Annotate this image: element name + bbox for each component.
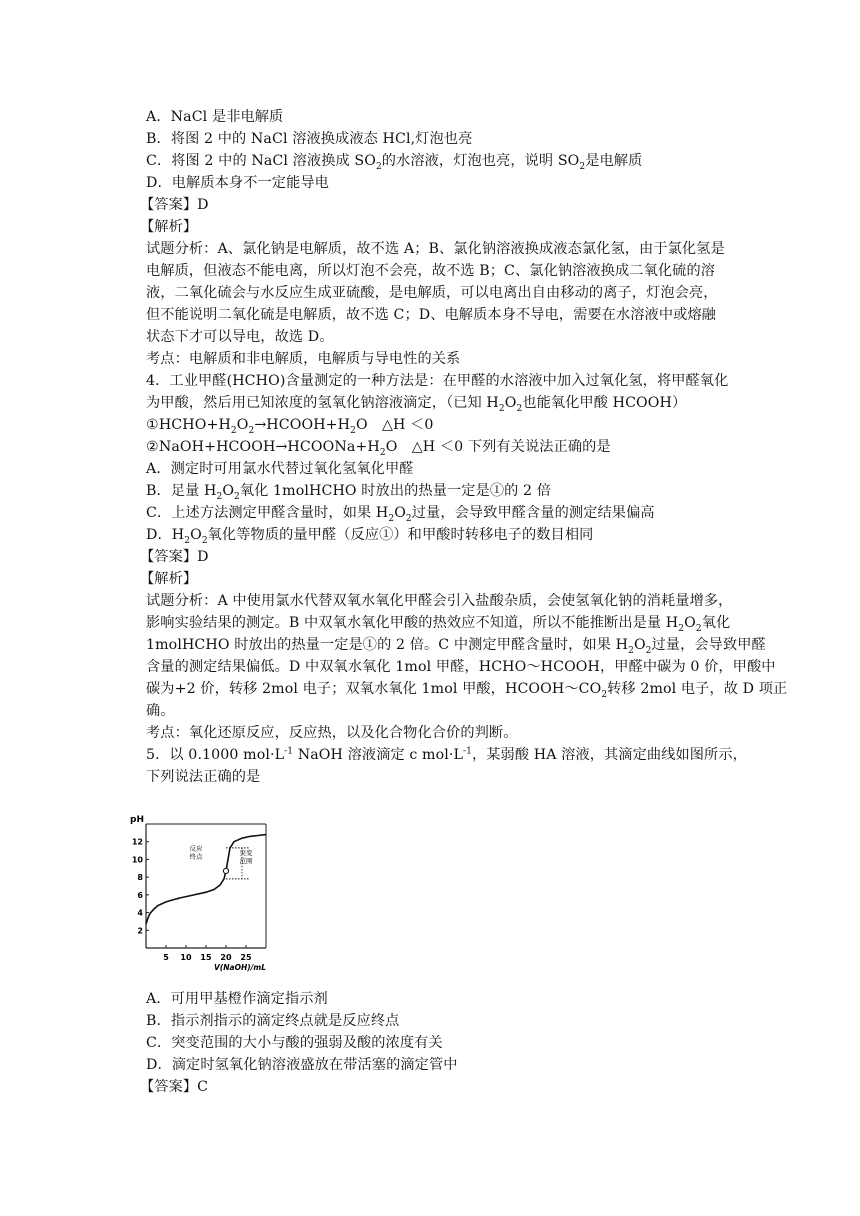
annotation-jump-line1: 突变	[239, 849, 253, 857]
x-axis-label: V(NaOH)/mL	[214, 963, 266, 972]
endpoint-marker	[223, 868, 228, 873]
q4-analysis-title: 【解析】	[140, 571, 198, 587]
q4-stem-line: 为甲酸，然后用已知浓度的氢氧化钠溶液滴定，（已知 $H_2O_2$也能氧化甲酸 HCOOH）	[146, 395, 687, 414]
q3-option-c: C．将图 2 中的 NaCl 溶液换成 $SO_2$的水溶液，灯泡也亮，说明 $SO_2$是电解质	[146, 153, 643, 172]
q5-stem-line: 下列说法正确的是	[146, 769, 261, 785]
y-tick-label: 6	[137, 890, 143, 900]
q4-analysis-line: 确。	[146, 703, 175, 719]
q3-option-d: D．电解质本身不一定能导电	[146, 175, 329, 191]
q4-equation-2: $②NaOH+HCOOH\to HCOONa+H_2O$ △H ＜0 下列有关说法正确的是	[146, 439, 611, 458]
annotation-jump-line2: 范围	[239, 857, 253, 865]
q5-stem-line: 5．以 0.1000 $mol\cdot L^{-1}$ NaOH 溶液滴定 c $mol\cdot L^{-1}$，某弱酸 HA 溶液，其滴定曲线如图所示，	[146, 746, 747, 763]
x-tick-label: 5	[163, 953, 169, 962]
q5-option-b: B．指示剂指示的滴定终点就是反应终点	[146, 1013, 400, 1029]
q5-answer: 【答案】C	[140, 1079, 209, 1095]
q3-analysis-line: 试题分析：A、氯化钠是电解质，故不选 A；B、氯化钠溶液换成液态氯化氢，由于氯化氢是	[146, 241, 725, 257]
q3-option-a: A．NaCl 是非电解质	[146, 109, 284, 125]
annotation-endpoint-line1: 反应	[189, 844, 203, 853]
x-tick-label: 15	[200, 953, 212, 962]
q4-option-c: C．上述方法测定甲醛含量时，如果 $H_2O_2$过量，会导致甲醛含量的测定结果偏高	[146, 505, 655, 524]
y-tick-label: 2	[137, 926, 143, 936]
q4-answer: 【答案】D	[140, 549, 209, 565]
q4-analysis-line: 影响实验结果的测定。B 中双氧水氧化甲酸的热效应不知道，所以不能推断出是量 $H_2O_2$氧化	[146, 615, 731, 634]
q4-analysis-line: 1molHCHO 时放出的热量一定是①的 2 倍。C 中测定甲醛含量时，如果 $H_2O_2$过量，会导致甲醛	[146, 637, 766, 656]
q3-answer: 【答案】D	[140, 197, 209, 213]
y-axis-label: pH	[130, 815, 144, 825]
q3-analysis-line: 电解质，但液态不能电离，所以灯泡不会亮，故不选 B；C、氯化钠溶液换成二氧化硫的溶	[146, 263, 716, 279]
q5-option-d: D．滴定时氢氧化钠溶液盛放在带活塞的滴定管中	[146, 1057, 458, 1073]
q4-option-b: B．足量 $H_2O_2$氧化 1molHCHO 时放出的热量一定是①的 2 倍	[146, 483, 552, 502]
y-tick-label: 10	[131, 855, 143, 865]
curve-speck	[177, 899, 178, 900]
q4-option-a: A．测定时可用氯水代替过氧化氢氧化甲醛	[146, 461, 414, 477]
annotation-endpoint-line2: 终点	[189, 852, 203, 861]
y-tick-label: 8	[137, 873, 143, 883]
q3-analysis-title: 【解析】	[140, 219, 198, 235]
q4-option-d: D．$H_2O_2$氧化等物质的量甲醛（反应①）和甲酸时转移电子的数目相同	[146, 527, 594, 546]
q5-option-a: A．可用甲基橙作滴定指示剂	[146, 991, 328, 1007]
y-tick-label: 4	[137, 908, 143, 918]
q3-option-b: B．将图 2 中的 NaCl 溶液换成液态 HCl,灯泡也亮	[146, 131, 473, 147]
q4-stem-line: 4．工业甲醛(HCHO)含量测定的一种方法是：在甲醛的水溶液中加入过氧化氢，将甲醛氧化	[146, 373, 729, 389]
q4-analysis-line: 试题分析：A 中使用氯水代替双氧水氧化甲醛会引入盐酸杂质，会使氢氧化钠的消耗量增多，	[146, 593, 733, 609]
q4-analysis-line: 碳为+2 价，转移 2mol 电子；双氧水氧化 1mol 甲酸，$HCOOH\sim CO_2$转移 2mol 电子，故 D 项正	[146, 681, 788, 700]
titration-chart	[126, 812, 276, 972]
q4-equation-1: $①HCHO+H_2O_2\to HCOOH+H_2O$ △H ＜0	[146, 417, 434, 436]
x-tick-label: 10	[180, 953, 192, 962]
q3-analysis-line: 液，二氧化硫会与水反应生成亚硫酸，是电解质，可以电离出自由移动的离子，灯泡会亮，	[146, 285, 718, 301]
x-tick-label: 20	[220, 953, 232, 962]
q5-option-c: C．突变范围的大小与酸的强弱及酸的浓度有关	[146, 1035, 443, 1051]
q3-analysis-line: 状态下才可以导电，故选 D。	[146, 329, 334, 345]
q3-kaodian: 考点：电解质和非电解质，电解质与导电性的关系	[146, 351, 461, 367]
q4-kaodian: 考点：氧化还原反应，反应热，以及化合物化合价的判断。	[146, 725, 518, 741]
q3-analysis-line: 但不能说明二氧化硫是电解质，故不选 C；D、电解质本身不导电，需要在水溶液中或熔融	[146, 307, 716, 323]
y-tick-label: 12	[131, 837, 143, 847]
x-tick-label: 25	[240, 953, 252, 962]
q4-analysis-line: 含量的测定结果偏低。D 中双氧水氧化 1mol 甲醛，HCHO～HCOOH，甲醛中碳为 0 价，甲酸中	[146, 659, 776, 675]
